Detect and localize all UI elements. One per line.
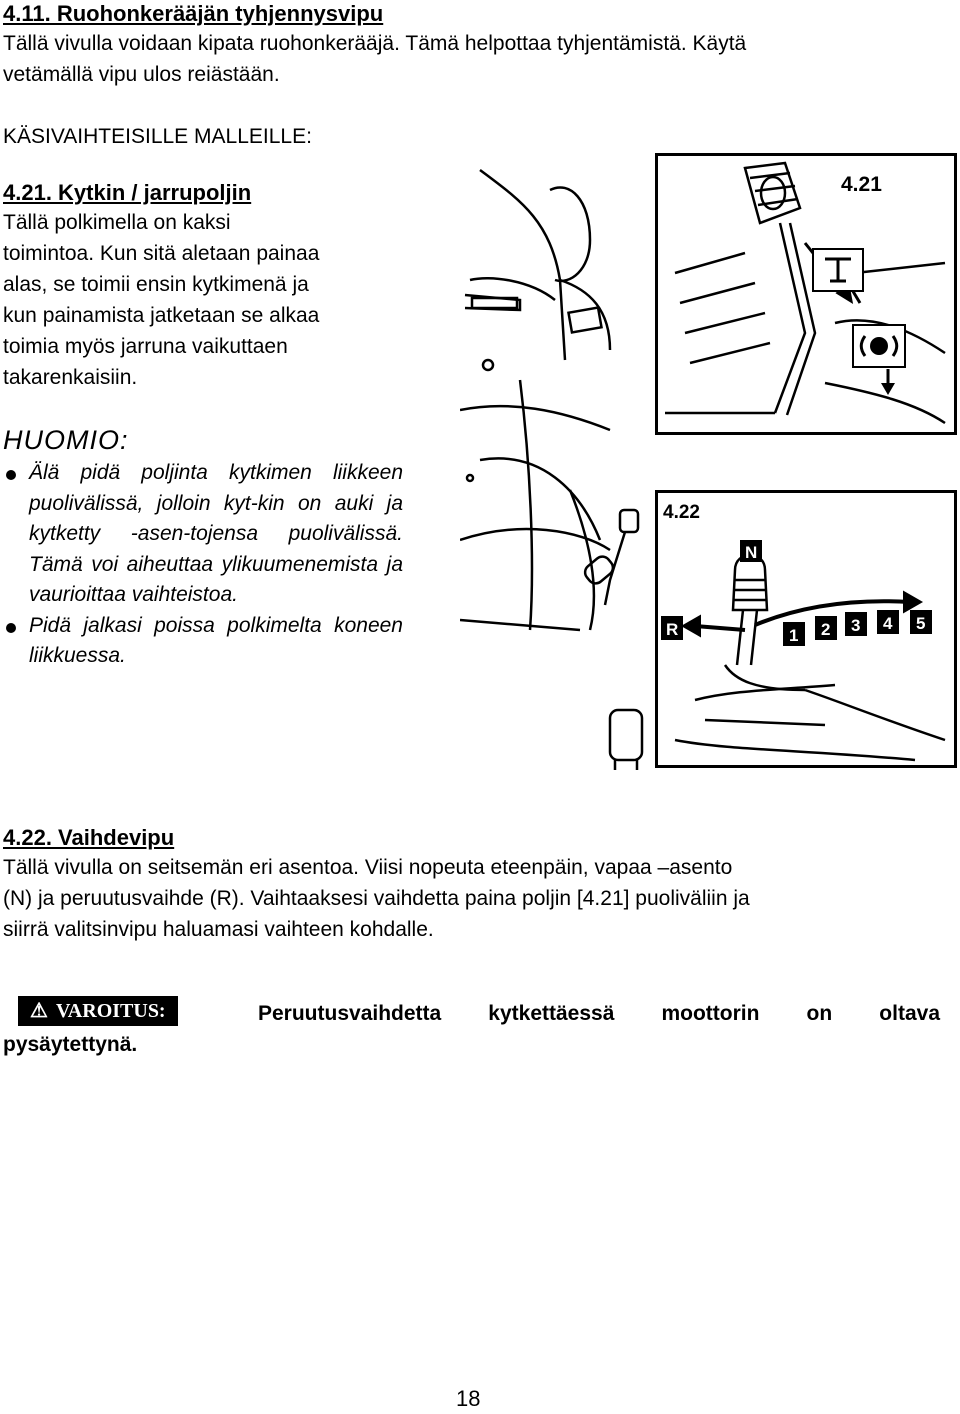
section-4-21-line: kun painamista jatketaan se alkaa	[3, 304, 320, 327]
figure-4-21-pedal	[655, 153, 957, 435]
note-bullet-1: Älä pidä poljinta kytkimen liikkeen puolivälissä, jolloin kyt-kin on auki ja kytketty -asen-tojensa puolivälissä. Tämä voi aiheuttaa ylikuumenemista ja vaurioittaa vaihteistoa.	[3, 458, 403, 611]
figure-4-22-gear-lever	[655, 490, 957, 768]
note-bullets	[3, 458, 403, 672]
gear-n-label: N	[745, 543, 758, 562]
figure-4-22-label: 4.22	[663, 502, 700, 523]
section-4-21-line: takarenkaisiin.	[3, 366, 138, 389]
gear-r-label: R	[666, 620, 679, 639]
warning-badge	[18, 996, 178, 1026]
brake-icon	[853, 325, 905, 367]
section-4-21-text	[3, 207, 443, 393]
warning-line-1: Peruutusvaihdetta kytkettäessä moottorin on oltava	[258, 1002, 940, 1025]
tractor-cockpit-illustration	[460, 160, 650, 770]
note-title: HUOMIO:	[3, 425, 129, 455]
section-4-21-line: toimia myös jarruna vaikuttaen	[3, 335, 288, 358]
section-4-21-line: toimintoa. Kun sitä aletaan painaa	[3, 242, 320, 265]
warning-badge-label: VAROITUS:	[55, 999, 166, 1022]
section-4-21-line: alas, se toimii ensin kytkimenä ja	[3, 273, 309, 296]
clutch-icon	[813, 249, 863, 291]
gear-1-label: 1	[789, 626, 799, 645]
section-heading-4-22: 4.22. Vaihdevipu	[3, 825, 175, 850]
models-heading: KÄSIVAIHTEISILLE MALLEILLE:	[3, 125, 312, 148]
warning-line-2: pysäytettynä.	[3, 1033, 138, 1056]
figure-4-21-label: 4.21	[841, 173, 882, 196]
gear-4-label: 4	[883, 614, 893, 633]
section-4-22-line: siirrä valitsinvipu haluamasi vaihteen kohdalle.	[3, 918, 434, 941]
section-4-11-line-2: vetämällä vipu ulos reiästään.	[3, 63, 280, 86]
section-4-11-line-1: Tällä vivulla voidaan kipata ruohonkerääjä. Tämä helpottaa tyhjentämistä. Käytä	[3, 32, 747, 55]
gear-2-label: 2	[821, 620, 831, 639]
section-4-22-line: Tällä vivulla on seitsemän eri asentoa. Viisi nopeuta eteenpäin, vapaa –asento	[3, 856, 733, 879]
gear-3-label: 3	[851, 616, 861, 635]
section-heading-4-11: 4.11. Ruohonkerääjän tyhjennysvipu	[3, 1, 384, 26]
gear-5-label: 5	[916, 614, 926, 633]
section-4-21-line: Tällä polkimella on kaksi	[3, 211, 231, 234]
page-number: 18	[456, 1386, 481, 1411]
note-bullet-2: Pidä jalkasi poissa polkimelta koneen liikkuessa.	[3, 611, 403, 672]
section-4-22-text	[3, 852, 953, 945]
section-heading-4-21: 4.21. Kytkin / jarrupoljin	[3, 180, 252, 205]
warning-triangle-icon: ⚠	[30, 1000, 48, 1022]
section-4-22-line: (N) ja peruutusvaihde (R). Vaihtaaksesi vaihdetta paina poljin [4.21] puoliväliin ja	[3, 887, 750, 910]
